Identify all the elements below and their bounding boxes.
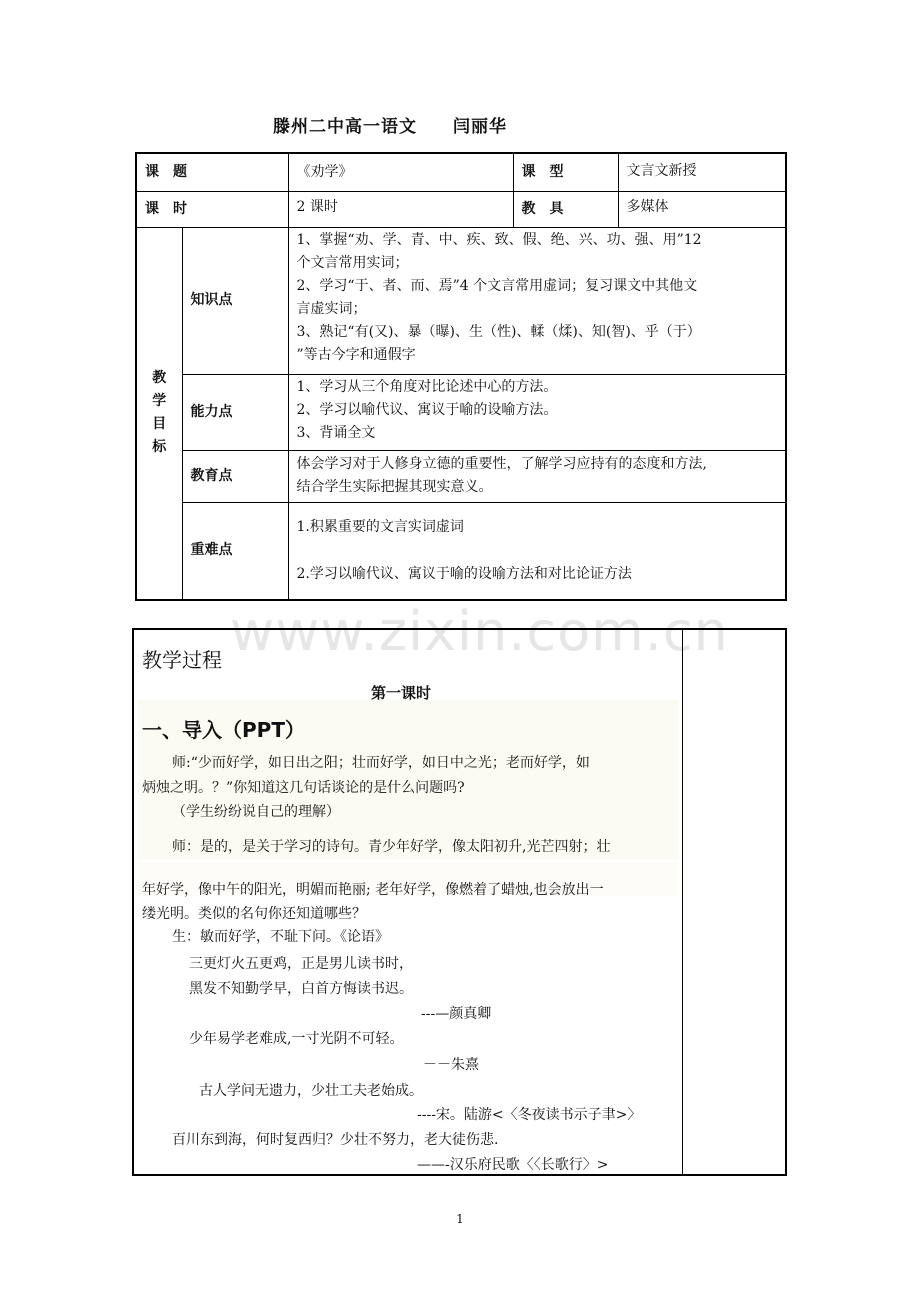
body-line: 炳烛之明。？”你知道这几句话谈论的是什么问题吗?	[142, 780, 465, 796]
process-heading: 教学过程	[142, 648, 222, 672]
knowledge-content: 1、掌握“劝、学、青、中、疾、致、假、绝、兴、功、强、用”12 个文言常用实词； 2、学习“于、者、而、焉”4 个文言常用虚词；复习课文中其他文 言虚实词； 3、熟记“有(又)、暴（曝)、生（性)、輮（煣)、知(智)、乎（于） ”等古今字和通假字	[288, 227, 786, 374]
key-label: 重难点	[182, 502, 288, 600]
education-label: 教育点	[182, 450, 288, 502]
lesson-title: 第一课时	[371, 684, 432, 702]
tools-label: 教 具	[513, 191, 618, 227]
table-row	[136, 153, 786, 191]
body-line: 师：是的，是关于学习的诗句。青少年好学，像太阳初升,光芒四射；壮	[172, 839, 611, 855]
poem-line: 少年易学老难成,一寸光阴不可轻。	[189, 1031, 404, 1047]
table-row	[136, 191, 786, 227]
poem-author: ——-汉乐府民歌〈〈长歌行〉>	[417, 1157, 609, 1173]
hours-label: 课 时	[136, 191, 288, 227]
body-line: 缕光明。类似的名句你还知道哪些？	[142, 906, 366, 922]
body-line: 生：敏而好学，不耻下问。《论语》	[172, 929, 389, 945]
lesson-info-table	[135, 152, 787, 601]
goals-label: 教 学 目 标	[136, 227, 182, 600]
tools-value: 多媒体	[618, 191, 786, 227]
key-content: 1.积累重要的文言实词虚词 2.学习以喻代议、寓议于喻的设喻方法和对比论证方法	[288, 502, 786, 600]
document-title: 滕州二中高一语文 闫丽华	[273, 117, 507, 137]
type-label: 课 型	[513, 153, 618, 191]
section-heading: 一、导入（PPT）	[142, 718, 305, 742]
poem-line: 古人学问无遗力，少壮工夫老始成。	[199, 1083, 423, 1099]
type-value: 文言文新授	[618, 153, 786, 191]
body-line: 年好学，像中午的阳光，明媚而艳丽; 老年好学，像燃着了蜡烛,也会放出一	[142, 882, 604, 898]
ability-content: 1、学习从三个角度对比论述中心的方法。 2、学习以喻代议、寓议于喻的设喻方法。 3、背诵全文	[288, 374, 786, 450]
table-row	[136, 450, 786, 502]
table-row	[136, 374, 786, 450]
ability-label: 能力点	[182, 374, 288, 450]
poem-line: 百川东到海，何时复西归？少壮不努力，老大徒伤悲.	[172, 1132, 499, 1148]
topic-label: 课 题	[136, 153, 288, 191]
column-divider	[682, 630, 683, 1174]
poem-author: ----宋。陆游<〈冬夜读书示子聿>〉	[417, 1107, 642, 1123]
topic-value: 《劝学》	[288, 153, 513, 191]
watermark-text: www.zixin.com.cn	[230, 600, 729, 663]
knowledge-label: 知识点	[182, 227, 288, 374]
poem-author: －－朱熹	[423, 1057, 479, 1073]
poem-line: 黑发不知勤学早，白首方悔读书迟。	[189, 981, 413, 997]
table-row	[136, 227, 786, 374]
body-line: （学生纷纷说自己的理解）	[172, 804, 340, 820]
hours-value: 2 课时	[288, 191, 513, 227]
body-line: 师:“少而好学，如日出之阳；壮而好学，如日中之光；老而好学，如	[172, 755, 590, 771]
education-content: 体会学习对于人修身立德的重要性，了解学习应持有的态度和方法, 结合学生实际把握其现实意义。	[288, 450, 786, 502]
poem-author: ---—颜真卿	[421, 1006, 492, 1022]
table-row	[136, 502, 786, 600]
page-number: 1	[456, 1212, 464, 1226]
poem-line: 三更灯火五更鸡，正是男儿读书时，	[189, 956, 413, 972]
